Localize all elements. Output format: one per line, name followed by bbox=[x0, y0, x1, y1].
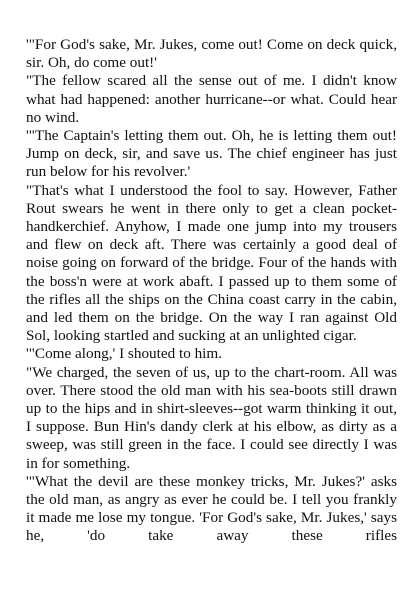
paragraph-5: '"Come along,' I shouted to him. bbox=[26, 345, 223, 363]
paragraph-7: '"What the devil are these monkey tricks, Mr. Jukes?' asks the old man, as angry as ever he could be. I tell you frankly it made me lose my tongue. 'For God's sake, Mr. Jukes,' says he, 'do take away these rifles bbox=[26, 472, 397, 545]
paragraph-2: "The fellow scared all the sense out of me. I didn't know what had happened: another hurricane--or what. Could hear no wind. bbox=[26, 72, 397, 126]
paragraph-6: "We charged, the seven of us, up to the chart-room. All was over. There stood the old man with his sea-boots still drawn up to the hips and in shirt-sleeves--got warm thinking it out, I suppose. Bun Hin's dandy clerk at his elbow, as dirty as a sweep, was still green in the face. I could see directly I was in for something. bbox=[26, 363, 397, 472]
paragraph-4: "That's what I understood the fool to say. However, Father Rout swears he went in there only to get a clean pocket-handkerchief. Anyhow, I made one jump into my trousers and flew on deck aft. There was certainly a good deal of noise going on forward of the bridge. Four of the hands with the boss'n were at work abaft. I passed up to them some of the rifles all the ships on the China coast carry in the cabin, and led them on the bridge. On the way I ran against Old Sol, looking startled and sucking at an unlighted cigar. bbox=[26, 181, 397, 345]
paragraph-1: '"For God's sake, Mr. Jukes, come out! Come on deck quick, sir. Oh, do come out!' bbox=[26, 36, 397, 72]
document-page bbox=[26, 36, 397, 546]
paragraph-3: '"The Captain's letting them out. Oh, he is letting them out! Jump on deck, sir, and save us. The chief engineer has just run below for his revolver.' bbox=[26, 127, 397, 181]
